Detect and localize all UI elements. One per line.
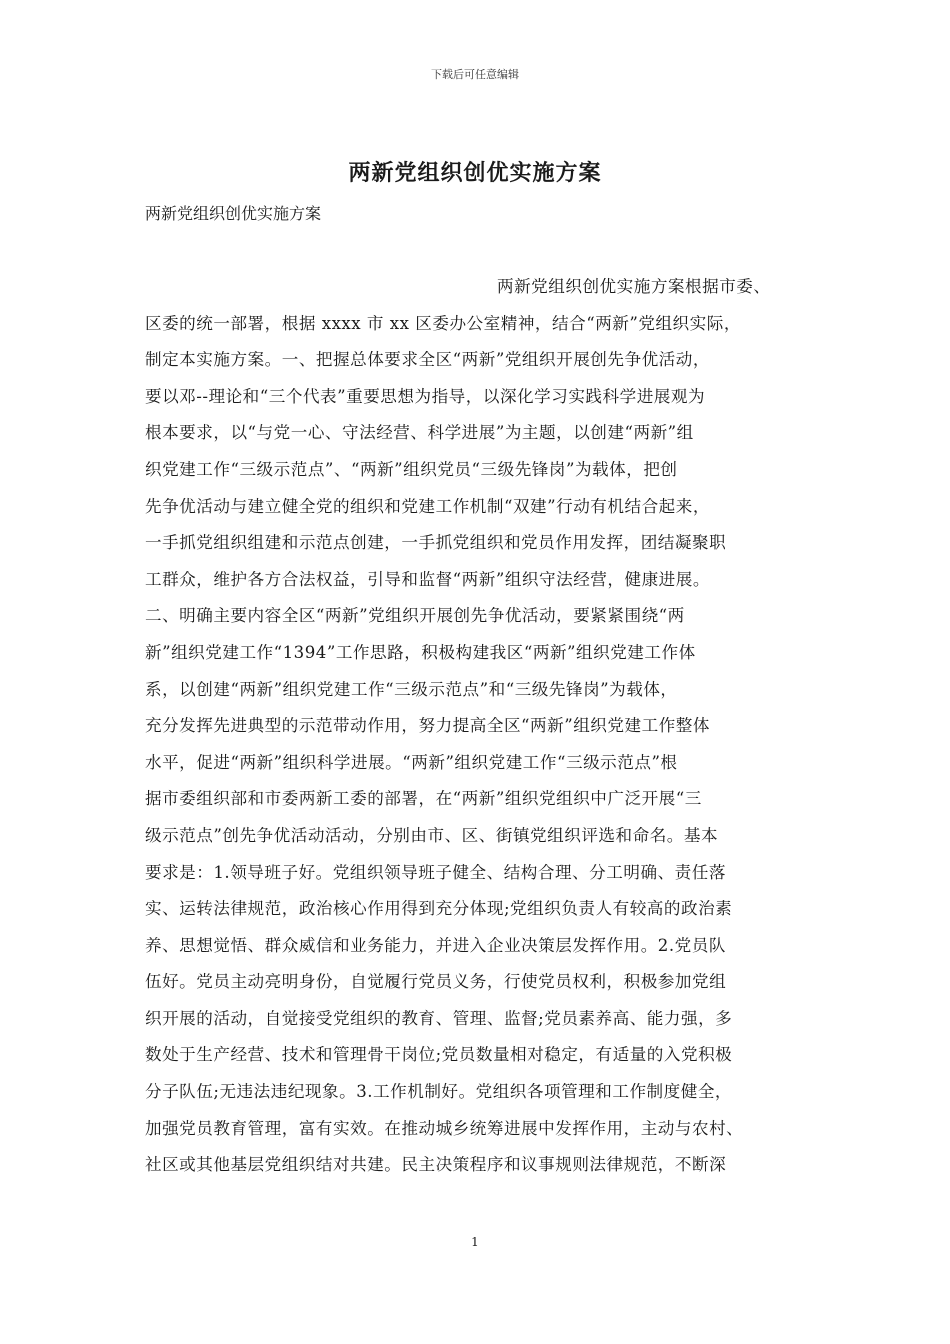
body-line: 织党建工作“三级示范点”、“两新”组织党员“三级先锋岗”为载体，把创 bbox=[145, 459, 678, 479]
body-line: 水平，促进“两新”组织科学进展。“两新”组织党建工作“三级示范点”根 bbox=[145, 752, 678, 772]
body-line: 充分发挥先进典型的示范带动作用，努力提高全区“两新”组织党建工作整体 bbox=[145, 716, 710, 736]
document-subtitle: 两新党组织创优实施方案 bbox=[145, 204, 322, 223]
body-line: 分子队伍;无违法违纪现象。3.工作机制好。党组织各项管理和工作制度健全， bbox=[145, 1082, 733, 1102]
body-line: 制定本实施方案。一、把握总体要求全区“两新”党组织开展创先争优活动， bbox=[145, 350, 710, 370]
body-line: 工群众，维护各方合法权益，引导和监督“两新”组织守法经营，健康进展。 bbox=[145, 569, 710, 589]
body-line: 新”组织党建工作“1394”工作思路，积极构建我区“两新”组织党建工作体 bbox=[145, 642, 696, 662]
body-line: 养、思想觉悟、群众威信和业务能力，并进入企业决策层发挥作用。2.党员队 bbox=[145, 935, 726, 955]
body-line: 要以邓--理论和“三个代表”重要思想为指导，以深化学习实践科学进展观为 bbox=[145, 386, 706, 406]
body-line: 根本要求，以“与党一心、守法经营、科学进展”为主题，以创建“两新”组 bbox=[145, 423, 694, 443]
body-line: 二、明确主要内容全区“两新”党组织开展创先争优活动，要紧紧围绕“两 bbox=[145, 606, 685, 626]
body-line: 一手抓党组织组建和示范点创建，一手抓党组织和党员作用发挥，团结凝聚职 bbox=[145, 533, 727, 553]
body-line: 系，以创建“两新”组织党建工作“三级示范点”和“三级先锋岗”为载体， bbox=[145, 679, 678, 699]
body-line: 区委的统一部署，根据 xxxx 市 xx 区委办公室精神，结合“两新”党组织实际， bbox=[145, 313, 741, 333]
page-header: 下载后可任意编辑 bbox=[431, 68, 519, 81]
body-line: 据市委组织部和市委两新工委的部署，在“两新”组织党组织中广泛开展“三 bbox=[145, 789, 702, 809]
body-line: 级示范点”创先争优活动活动，分别由市、区、街镇党组织评选和命名。基本 bbox=[145, 825, 719, 845]
body-line: 实、运转法律规范，政治核心作用得到充分体现;党组织负责人有较高的政治素 bbox=[145, 899, 733, 919]
document-title: 两新党组织创优实施方案 bbox=[348, 160, 602, 186]
body-line: 伍好。党员主动亮明身份，自觉履行党员义务，行使党员权利，积极参加党组 bbox=[145, 972, 727, 992]
body-text bbox=[145, 273, 807, 1188]
page-number: 1 bbox=[471, 1235, 479, 1249]
body-line: 数处于生产经营、技术和管理骨干岗位;党员数量相对稳定，有适量的入党积极 bbox=[145, 1045, 733, 1065]
body-line: 社区或其他基层党组织结对共建。民主决策程序和议事规则法律规范，不断深 bbox=[145, 1155, 727, 1175]
body-line: 织开展的活动，自觉接受党组织的教育、管理、监督;党员素养高、能力强，多 bbox=[145, 1008, 733, 1028]
body-line: 两新党组织创优实施方案根据市委、 bbox=[497, 277, 771, 296]
body-line: 加强党员教育管理，富有实效。在推动城乡统筹进展中发挥作用，主动与农村、 bbox=[145, 1118, 744, 1138]
body-line: 先争优活动与建立健全党的组织和党建工作机制“双建”行动有机结合起来， bbox=[145, 496, 710, 516]
body-line: 要求是：1.领导班子好。党组织领导班子健全、结构合理、分工明确、责任落 bbox=[145, 862, 726, 882]
